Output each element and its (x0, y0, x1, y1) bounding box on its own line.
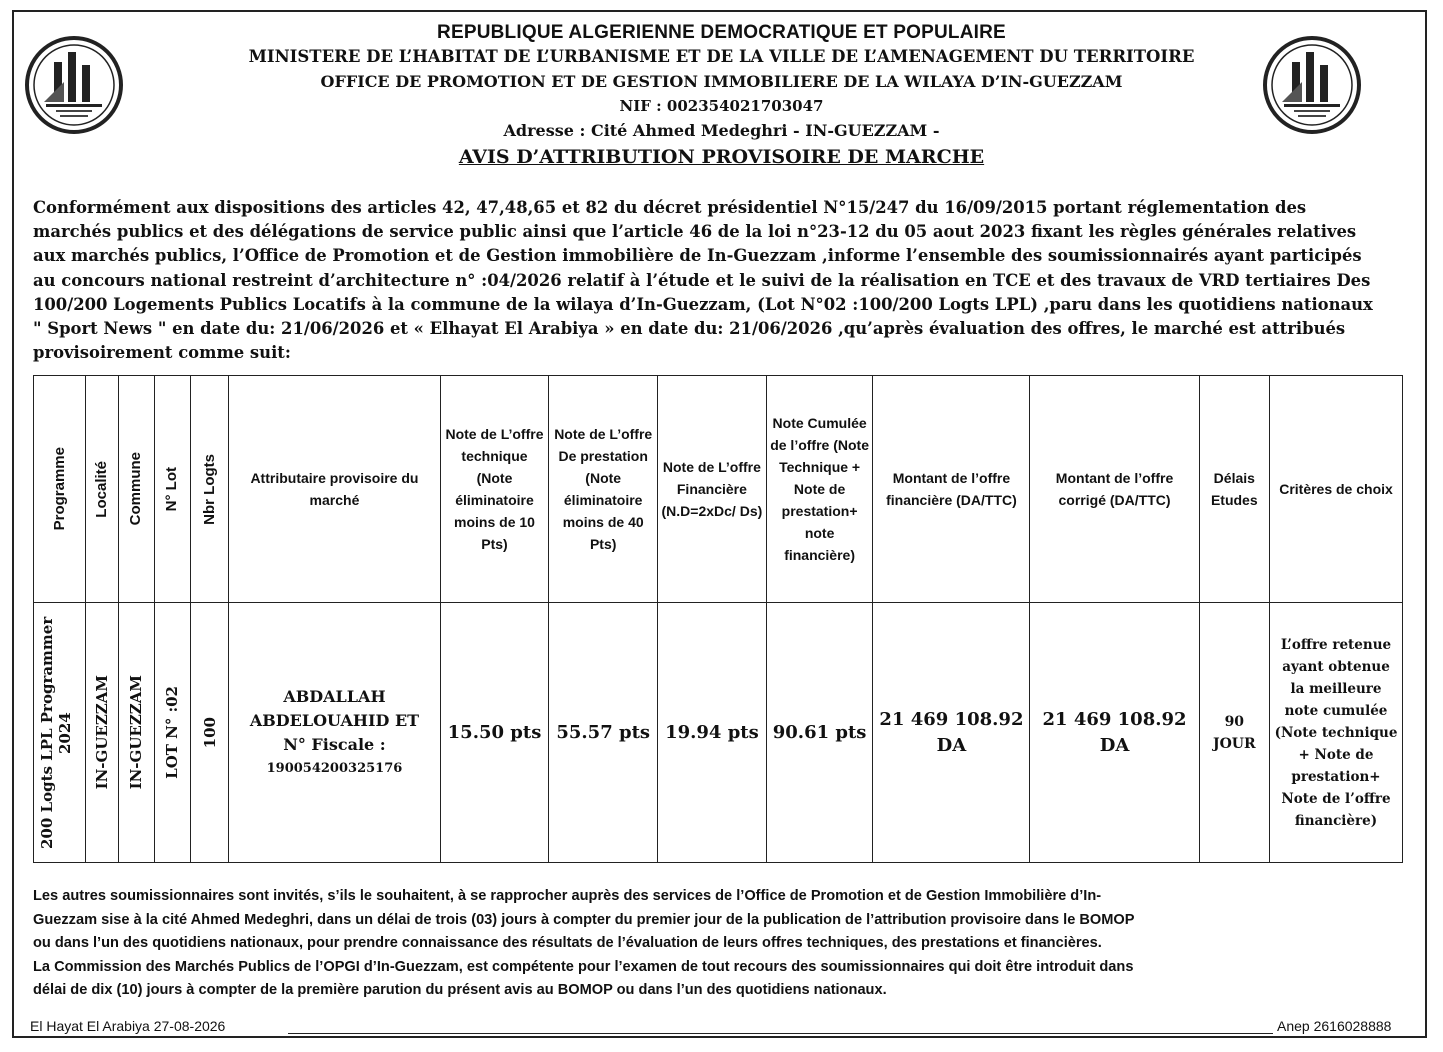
attributaire-name: ABDALLAH ABDELOUAHID ET (249, 686, 420, 730)
ministry-heading: MINISTERE DE L’HABITAT DE L’URBANISME ET DE LA VILLE DE L’AMENAGEMENT DU TERRITOIRE (248, 47, 1195, 66)
cell-commune: IN-GUEZZAM (118, 603, 154, 863)
intro-line: Conformément aux dispositions des articles 42, 47,48,65 et 82 du décret présidentiel N°15/247 du 16/09/2015 portant réglementation des (33, 198, 1307, 217)
col-note-prest: Note de L’offre De prestation (Note éliminatoire moins de 40 Pts) (549, 376, 658, 603)
cell-localite: IN-GUEZZAM (86, 603, 118, 863)
col-note-tech: Note de L’offre technique (Note éliminatoire moins de 10 Pts) (440, 376, 549, 603)
cell-programme: 200 Logts LPL Programmer 2024 (34, 603, 86, 863)
table-row (34, 603, 1403, 863)
intro-line: " Sport News " en date du: 21/06/2026 et « Elhayat El Arabiya » en date du: 21/06/2026 ,qu’après évaluation des offres, le marché est attribués (33, 319, 1346, 339)
anep-reference: Anep 2616028888 (1277, 1018, 1392, 1034)
col-note-cum: Note Cumulée de l’offre (Note Technique + Note de prestation+ note financière) (766, 376, 873, 603)
publication-byline: El Hayat El Arabiya 27-08-2026 (30, 1018, 226, 1034)
col-criteres: Critères de choix (1270, 376, 1403, 603)
cell-lot: LOT N° :02 (154, 603, 190, 863)
cell-delais: 90 JOUR (1199, 603, 1269, 863)
col-localite: Localité (86, 376, 118, 603)
col-programme: Programme (34, 376, 86, 603)
byline-rule (288, 1033, 1273, 1034)
table-header-row (34, 376, 1403, 603)
cell-note-prest: 55.57 pts (549, 603, 658, 863)
intro-paragraph (33, 196, 1395, 365)
footer-line: délai de dix (10) jours à compter de la première parution du présent avis au BOMOP ou dans l’un des quotidiens nationaux. (33, 982, 887, 998)
intro-line: 100/200 Logements Publics Locatifs à la commune de la wilaya d’In-Guezzam, (Lot N°02 :100/200 Logts LPL) ,paru dans les quotidiens nationaux (33, 294, 1373, 314)
col-montant-corr: Montant de l’offre corrigé (DA/TTC) (1030, 376, 1199, 603)
footer-line: Guezzam sise à la cité Ahmed Medeghri, dans un délai de trois (03) jours à compter du premier jour de la publication de l’attribution provisoire dans le BOMOP (33, 911, 1135, 928)
col-lot: N° Lot (154, 376, 190, 603)
footer-paragraph (33, 885, 1399, 1003)
cell-note-fin: 19.94 pts (658, 603, 767, 863)
intro-line: au concours national restreint d’architecture n° :04/2026 relatif à l’étude et le suivi de la réalisation en TCE et des travaux de VRD tertiaires Des (33, 270, 1371, 290)
col-commune: Commune (118, 376, 154, 603)
nif-label: N° Fiscale : (283, 734, 386, 754)
footer-line: La Commission des Marchés Publics de l’OPGI d’In-Guezzam, est compétente pour l’examen de tout recours des soumissionnaires qui doit être introduit dans (33, 958, 1134, 975)
cell-montant-corr: 21 469 108.92 DA (1030, 603, 1199, 863)
intro-line: provisoirement comme suit: (33, 343, 291, 363)
nif-value: 190054200325176 (266, 760, 403, 776)
intro-line: marchés publics et des délégations de service public ainsi que l’article 46 de la loi n°23-12 du 05 aout 2023 fixant les règles générales relatives (33, 222, 1357, 242)
cell-attributaire (229, 603, 440, 863)
address-line: Adresse : Cité Ahmed Medeghri - IN-GUEZZAM - (503, 121, 940, 140)
cell-criteres: L’offre retenue ayant obtenue la meilleure note cumulée (Note technique + Note de prestation+ Note de l’offre financière) (1270, 603, 1403, 863)
col-note-fin: Note de L’offre Financière (N.D=2xDc/ Ds) (658, 376, 767, 603)
col-attributaire: Attributaire provisoire du marché (229, 376, 440, 603)
office-heading: OFFICE DE PROMOTION ET DE GESTION IMMOBILIERE DE LA WILAYA D’IN-GUEZZAM (320, 72, 1123, 91)
col-delais: Délais Etudes (1199, 376, 1269, 603)
nif-line: NIF : 002354021703047 (619, 97, 824, 115)
republic-heading: REPUBLIQUE ALGERIENNE DEMOCRATIQUE ET POPULAIRE (437, 22, 1006, 43)
notice-title: AVIS D’ATTRIBUTION PROVISOIRE DE MARCHE (458, 146, 985, 168)
cell-montant: 21 469 108.92 DA (873, 603, 1030, 863)
col-montant: Montant de l’offre financière (DA/TTC) (873, 376, 1030, 603)
cell-logts: 100 (191, 603, 229, 863)
cell-note-cum: 90.61 pts (766, 603, 873, 863)
intro-line: aux marchés publics, l’Office de Promotion et de Gestion immobilière de In-Guezzam ,informe l’ensemble des soumissionnairés ayant participés (33, 246, 1362, 266)
col-logts: Nbr Logts (191, 376, 229, 603)
footer-line: Les autres soumissionnaires sont invités, s’ils le souhaitent, à se rapprocher auprès des services de l’Office de Promotion et de Gestion Immobilière d’In- (33, 888, 1102, 904)
award-table (33, 375, 1403, 863)
cell-note-tech: 15.50 pts (440, 603, 549, 863)
footer-line: ou dans l’un des quotidiens nationaux, pour prendre connaissance des résultats de l’évaluation de leurs offres techniques, des prestations et financières. (33, 935, 1102, 951)
